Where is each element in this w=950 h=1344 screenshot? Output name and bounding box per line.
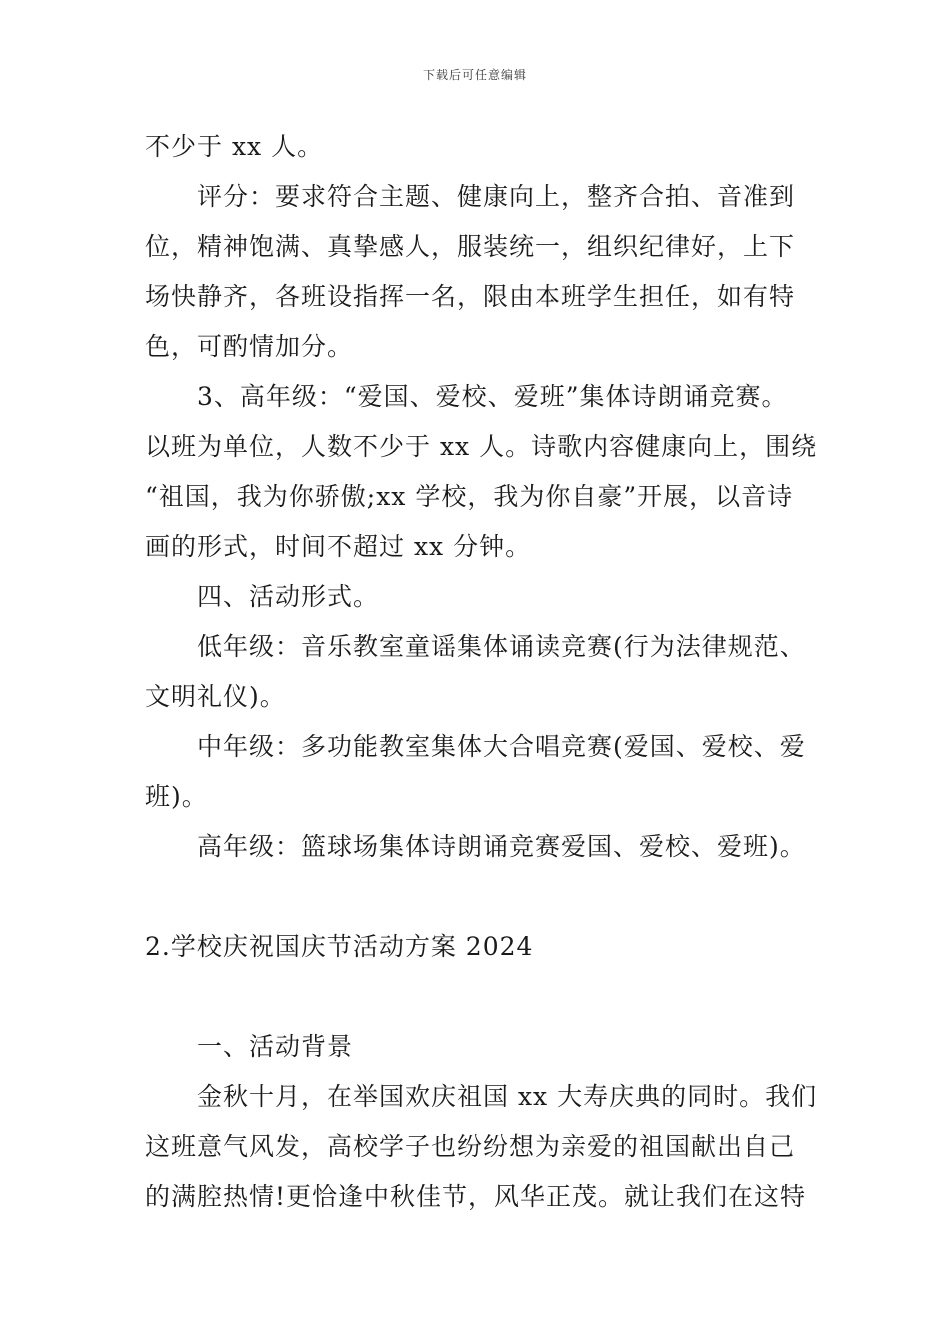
text-line: “祖国，我为你骄傲;xx 学校，我为你自豪”开展，以音诗	[145, 482, 794, 511]
text-line: 这班意气风发，高校学子也纷纷想为亲爱的祖国献出自己	[145, 1132, 796, 1161]
text-line: 的满腔热情!更恰逢中秋佳节，风华正茂。就让我们在这特	[145, 1182, 807, 1211]
text-line: 文明礼仪)。	[145, 682, 286, 711]
section-heading: 四、活动形式。	[197, 582, 380, 611]
text-line: 中年级：多功能教室集体大合唱竞赛(爱国、爱校、爱	[197, 732, 806, 761]
spacer	[145, 872, 815, 922]
document-title: 2.学校庆祝国庆节活动方案 2024	[145, 932, 534, 961]
text-line: 3、高年级：“爱国、爱校、爱班”集体诗朗诵竞赛。	[197, 382, 788, 411]
text-line: 高年级：篮球场集体诗朗诵竞赛爱国、爱校、爱班)。	[197, 832, 806, 861]
text-line: 班)。	[145, 782, 208, 811]
text-line: 以班为单位，人数不少于 xx 人。诗歌内容健康向上，围绕	[145, 432, 818, 461]
spacer	[145, 972, 815, 1022]
text-line: 场快静齐，各班设指挥一名，限由本班学生担任，如有特	[145, 282, 796, 311]
text-line: 金秋十月，在举国欢庆祖国 xx 大寿庆典的同时。我们	[197, 1082, 818, 1111]
text-line: 低年级：音乐教室童谣集体诵读竞赛(行为法律规范、	[197, 632, 806, 661]
text-line: 不少于 xx 人。	[145, 132, 324, 161]
document-body	[145, 122, 818, 1222]
page-header: 下载后可任意编辑	[422, 68, 527, 82]
text-line: 色，可酌情加分。	[145, 332, 354, 361]
text-line: 位，精神饱满、真挚感人，服装统一，组织纪律好，上下	[145, 232, 796, 261]
text-line: 画的形式，时间不超过 xx 分钟。	[145, 532, 532, 561]
section-heading: 一、活动背景	[197, 1032, 354, 1061]
text-line: 评分：要求符合主题、健康向上，整齐合拍、音准到	[197, 182, 796, 211]
